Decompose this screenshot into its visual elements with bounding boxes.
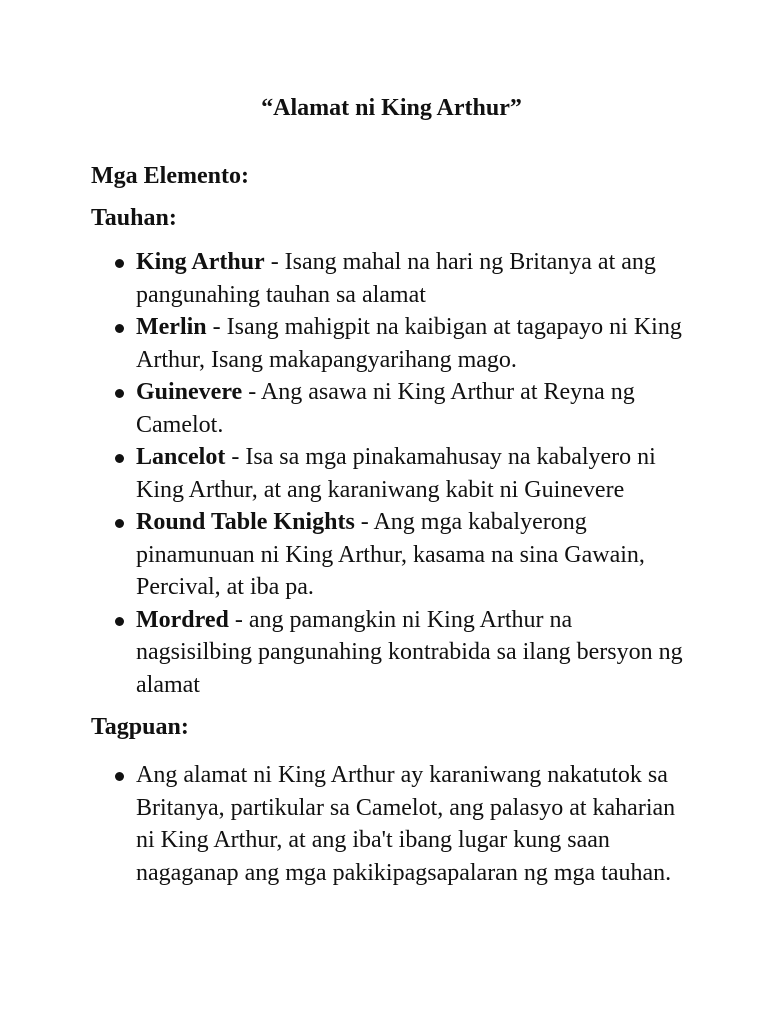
tagpuan-heading: Tagpuan: [91,714,189,740]
tauhan-list [91,246,688,701]
tagpuan-list [91,759,688,889]
character-description: - Isang mahigpit na kaibigan at tagapayo ni King Arthur, Isang makapangyarihang mago. [136,314,682,373]
bullet-icon [115,617,124,626]
list-item [136,376,688,441]
character-name: King Arthur [136,249,265,275]
setting-description: Ang alamat ni King Arthur ay karaniwang nakatutok sa Britanya, partikular sa Camelot, ang palasyo at kaharian ni King Arthur, at ang iba't ibang lugar kung saan nagaganap ang mga pakikipagsapalaran ng mga tauhan. [136,762,676,886]
character-description: - Ang mga kabalyerong pinamunuan ni King Arthur, kasama na sina Gawain, Percival, at iba pa. [136,509,645,600]
list-item [136,311,688,376]
character-name: Guinevere [136,379,243,405]
list-item [136,441,688,506]
bullet-icon [115,454,124,463]
list-item [136,246,688,311]
character-name: Merlin [136,314,207,340]
document-title: “Alamat ni King Arthur” [261,95,522,121]
bullet-icon [115,324,124,333]
character-name: Lancelot [136,444,226,470]
tauhan-heading: Tauhan: [91,205,177,231]
character-description: - ang pamangkin ni King Arthur na nagsisilbing pangunahing kontrabida sa ilang bersyon ng alamat [136,606,683,698]
bullet-icon [115,389,124,398]
character-description: - Ang asawa ni King Arthur at Reyna ng Camelot. [136,379,635,438]
character-name: Round Table Knights [136,509,355,535]
bullet-icon [115,772,124,781]
elements-heading: Mga Elemento: [91,163,249,189]
list-item [136,759,688,889]
list-item [136,604,688,702]
list-item [136,506,688,604]
character-description: - Isa sa mga pinakamahusay na kabalyero ni King Arthur, at ang karaniwang kabit ni Guinevere [136,444,656,503]
bullet-icon [115,519,124,528]
bullet-icon [115,259,124,268]
character-description: - Isang mahal na hari ng Britanya at ang pangunahing tauhan sa alamat [136,249,656,308]
character-name: Mordred [136,606,229,633]
